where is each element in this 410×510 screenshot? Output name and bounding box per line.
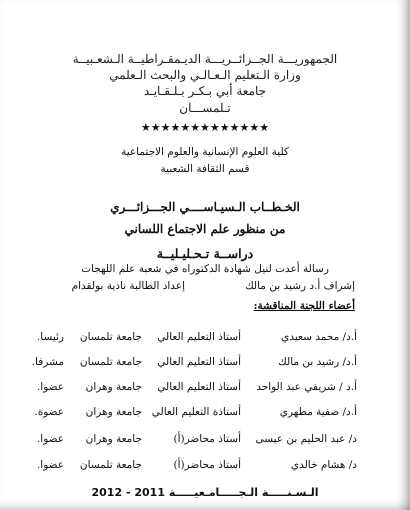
- committee-label: أعضاء اللجنة المناقشة:: [253, 300, 355, 312]
- faculty-name: كلية العلوم الإنسانية والعلوم الاجتماعية: [121, 146, 289, 158]
- thesis-subtitle: من منظور علم الاجتماع اللساني: [124, 222, 286, 236]
- academic-year: الـسـنـــــة الـجـــــامـعيـــــة 2011 - 2012: [91, 486, 319, 499]
- member-rank: أستاذة التعليم العالي: [151, 406, 241, 418]
- member-name: د/ هشام خالدي: [290, 459, 357, 471]
- member-rank: أستاذ التعليم العالي: [157, 381, 241, 393]
- member-role: عضوة.: [34, 406, 64, 418]
- member-university: جامعة وهران: [85, 433, 142, 445]
- member-name: أ.د/ محمد سعيدي: [281, 331, 357, 343]
- member-name: أ.د / شريفي عبد الواحد: [256, 381, 357, 393]
- member-university: جامعة وهران: [85, 381, 142, 393]
- member-university: جامعة تلمسان: [79, 356, 142, 368]
- member-university: جامعة وهران: [85, 406, 142, 418]
- member-name: أ.د/ رشيد بن مالك: [278, 356, 357, 368]
- member-role: عضوا.: [36, 433, 64, 445]
- member-rank: أستاذ التعليم العالي: [157, 331, 241, 343]
- member-role: رئيسا.: [36, 331, 64, 343]
- member-name: د/ عبد الحليم بن عيسى: [255, 433, 357, 445]
- star-divider: ★★★★★★★★★★★★★: [140, 121, 270, 134]
- thesis-title: الخـطــاب الـسيـاســــي الجـــزائـــري: [110, 200, 300, 214]
- university-heading: جامعة أبي بـكـر بـلـقـايـد: [143, 84, 267, 98]
- member-name: أ.د/ صفية مطهري: [279, 406, 357, 418]
- member-role: عضوا.: [36, 459, 64, 471]
- member-rank: أستاذ التعليم العالي: [157, 356, 241, 368]
- supervisor-credit: إشراف أ.د رشيد بن مالك: [245, 280, 355, 292]
- member-university: جامعة تلمسان: [79, 331, 142, 343]
- member-rank: أستاذ محاضر(أ): [173, 459, 241, 471]
- city-heading: تـلمســـان: [179, 101, 231, 115]
- department-name: قسم الثقافة الشعبية: [160, 163, 250, 175]
- thesis-type: دراســة تـحـليـليــة: [156, 246, 254, 261]
- student-credit: إعداد الطالبة نادية بولقدام: [71, 280, 185, 292]
- member-university: جامعة تلمسان: [79, 459, 142, 471]
- member-rank: أستاذ محاضر(أ): [173, 433, 241, 445]
- member-role: عضوا.: [36, 381, 64, 393]
- thesis-description: رسالة أعدت لنيل شهادة الدكتوراه في شعبة علم اللهجات: [81, 263, 329, 275]
- republic-heading: الجمهوريـــة الجــزائــريـــة الديـمقـراطيــة الـشعـبيــة: [72, 52, 338, 66]
- ministry-heading: وزارة الـتعليم الـعـالـي والبحث الـعلمي: [109, 68, 301, 82]
- member-role: مشرفا.: [31, 356, 64, 368]
